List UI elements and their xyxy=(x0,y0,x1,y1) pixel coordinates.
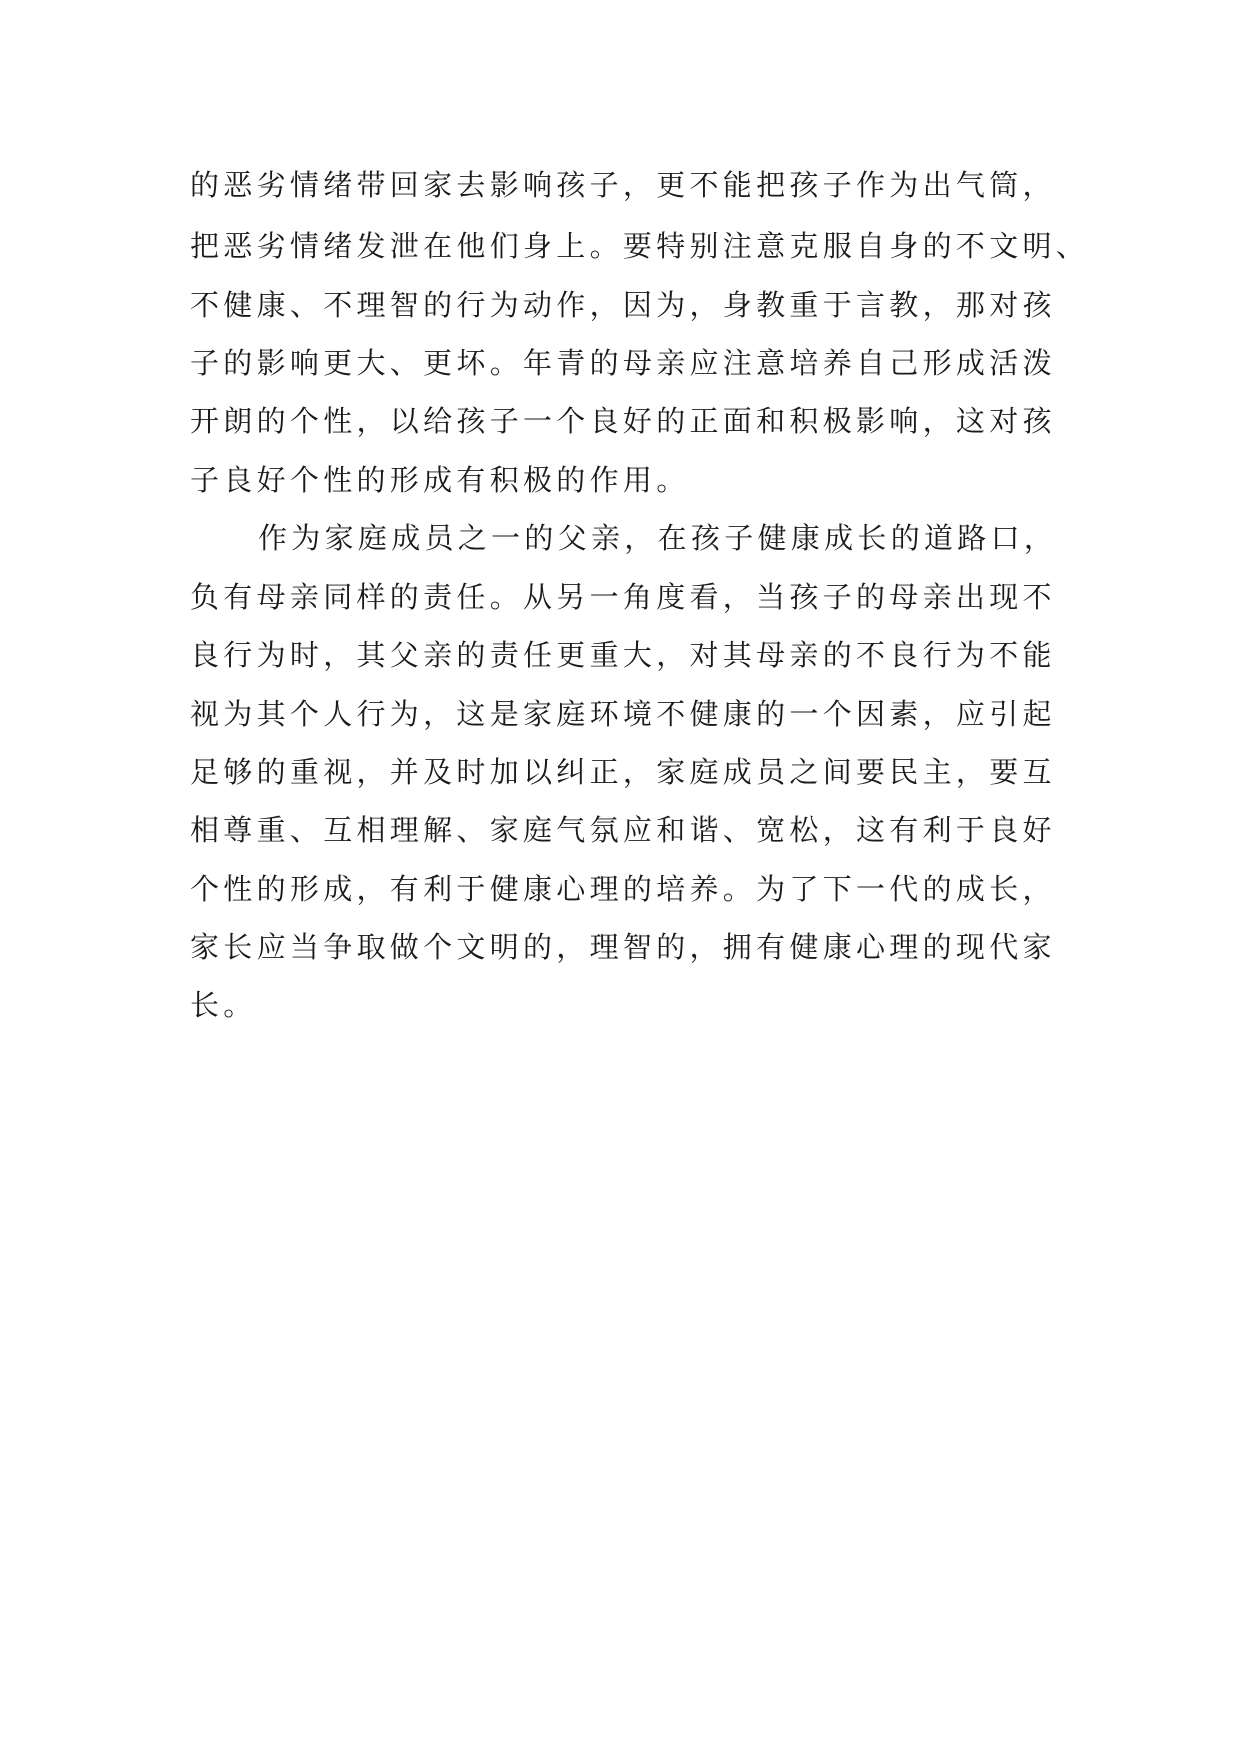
text-line: 家长应当争取做个文明的，理智的，拥有健康心理的现代家 xyxy=(190,930,1056,964)
text-line: 长。 xyxy=(190,988,257,1022)
text-line: 作为家庭成员之一的父亲，在孩子健康成长的道路口， xyxy=(258,521,1058,555)
text-line: 视为其个人行为，这是家庭环境不健康的一个因素，应引起 xyxy=(190,697,1056,731)
text-line: 开朗的个性，以给孩子一个良好的正面和积极影响，这对孩 xyxy=(190,404,1056,438)
text-line: 良行为时，其父亲的责任更重大，对其母亲的不良行为不能 xyxy=(190,638,1056,672)
text-line: 个性的形成，有利于健康心理的培养。为了下一代的成长， xyxy=(190,872,1056,906)
text-line: 的恶劣情绪带回家去影响孩子，更不能把孩子作为出气筒， xyxy=(190,168,1056,202)
text-line: 不健康、不理智的行为动作，因为，身教重于言教，那对孩 xyxy=(190,288,1056,322)
text-line: 相尊重、互相理解、家庭气氛应和谐、宽松，这有利于良好 xyxy=(190,813,1056,847)
text-line: 子良好个性的形成有积极的作用。 xyxy=(190,463,690,497)
text-line: 子的影响更大、更坏。年青的母亲应注意培养自己形成活泼 xyxy=(190,346,1056,380)
text-line: 负有母亲同样的责任。从另一角度看，当孩子的母亲出现不 xyxy=(190,580,1056,614)
text-line: 足够的重视，并及时加以纠正，家庭成员之间要民主，要互 xyxy=(190,755,1056,789)
text-line: 把恶劣情绪发泄在他们身上。要特别注意克服自身的不文明、 xyxy=(190,229,1090,263)
